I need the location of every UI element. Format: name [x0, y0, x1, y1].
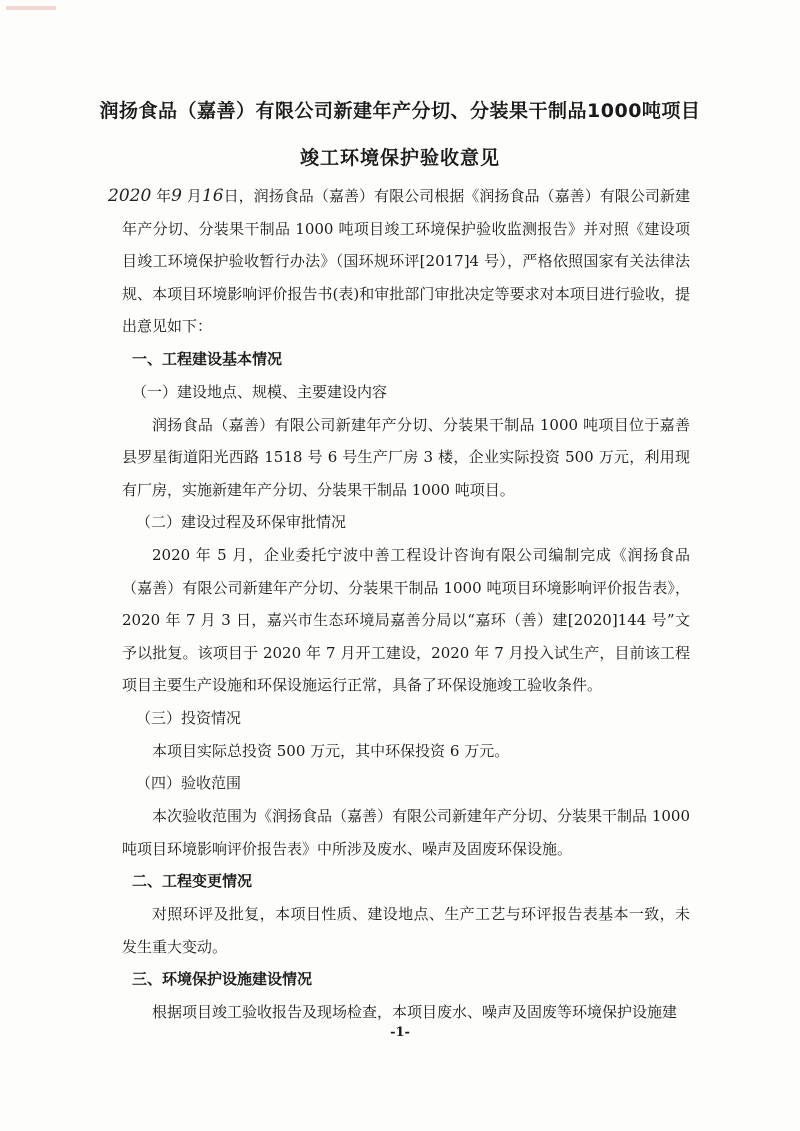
paragraph-facilities: 根据项目竣工验收报告及现场检查，本项目废水、噪声及固废等环境保护设施建 — [152, 1003, 678, 1021]
subsection-heading-1-2: （二）建设过程及环保审批情况 — [136, 513, 347, 531]
section-heading-1: 一、工程建设基本情况 — [132, 349, 283, 368]
intro-text: 日，润扬食品（嘉善）有限公司根据《润扬食品（嘉善）有限公司新建年产分切、分装果干制品 1000 吨项目竣工环境保护验收监测报告》并对照《建设项目竣工环境保护验收暂行办法》（国环规环评[2017]4 号），严格依照国家有关法律法规、本项目环境影响评价报告书(表)和审批部门审批决定等要求对本项目进行验收，提出意见如下： — [122, 187, 690, 335]
paragraph-investment: 本项目实际总投资 500 万元，其中环保投资 6 万元。 — [152, 741, 510, 760]
document-body — [108, 180, 690, 1029]
paragraph-scope: 本次验收范围为《润扬食品（嘉善）有限公司新建年产分切、分装果干制品 1000 吨项目环境影响评价报告表》中所涉及废水、噪声及固废环保设施。 — [122, 807, 690, 858]
section-heading-2: 二、工程变更情况 — [132, 872, 253, 890]
handwritten-year: 2020 — [108, 186, 152, 206]
paragraph-approval: 2020 年 5 月，企业委托宁波中善工程设计咨询有限公司编制完成《润扬食品（嘉善）有限公司新建年产分切、分装果干制品 1000 吨项目环境影响评价报告表》，2020 年 7 月 3 日，嘉兴市生态环境局嘉善分局以“嘉环（善）建[2020]144 号”文予以批复。该项目于 2020 年 7 月开工建设，2020 年 7 月投入试生产，目前该工程项目主要生产设施和环保设施运行正常，具备了环保设施竣工验收条件。 — [122, 546, 690, 694]
intro-month-char: 月 — [186, 187, 202, 205]
paragraph-location: 润扬食品（嘉善）有限公司新建年产分切、分装果干制品 1000 吨项目位于嘉善县罗星街道阳光西路 1518 号 6 号生产厂房 3 楼，企业实际投资 500 万元，利用现有厂房，实施新建年产分切、分装果干制品 1000 吨项目。 — [122, 415, 690, 499]
page-number: -1- — [390, 1025, 410, 1040]
scan-mark — [4, 4, 64, 14]
document-title: 润扬食品（嘉善）有限公司新建年产分切、分装果干制品1000吨项目 — [99, 100, 701, 122]
intro-paragraph — [108, 180, 690, 343]
subsection-heading-1-1: （一）建设地点、规模、主要建设内容 — [132, 382, 388, 401]
document-subtitle: 竣工环境保护验收意见 — [299, 147, 500, 169]
paragraph-changes: 对照环评及批复，本项目性质、建设地点、生产工艺与环评报告表基本一致，未发生重大变动。 — [122, 905, 690, 956]
subsection-heading-1-4: （四）验收范围 — [136, 774, 242, 792]
intro-year-char: 年 — [156, 187, 172, 205]
handwritten-day: 16 — [201, 186, 224, 206]
subsection-heading-1-3: （三）投资情况 — [136, 708, 242, 727]
handwritten-month: 9 — [171, 186, 182, 206]
section-heading-3: 三、环境保护设施建设情况 — [132, 970, 313, 988]
